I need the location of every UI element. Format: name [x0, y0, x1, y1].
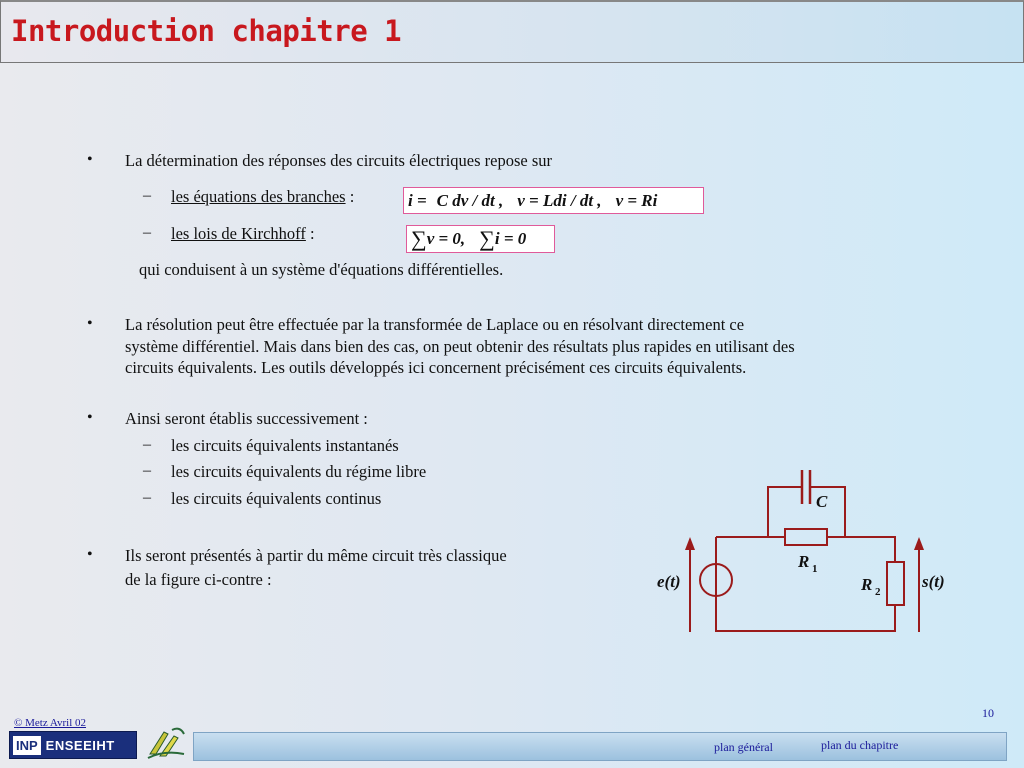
colon-text: : — [345, 187, 355, 206]
kirchhoff-laws-link[interactable]: les lois de Kirchhoff — [171, 224, 306, 243]
dash-marker: – — [143, 489, 151, 506]
nav-chapter-plan-link[interactable]: plan du chapitre — [821, 738, 899, 752]
dash-marker: – — [143, 462, 151, 479]
output-arrowhead — [914, 537, 924, 550]
output-label: s(t) — [922, 572, 945, 591]
enseeiht-logo-text: ENSEEIHT — [45, 737, 115, 753]
bullet-marker: • — [87, 151, 93, 168]
resistor-r2 — [887, 562, 904, 605]
sub-item-kirchhoff — [171, 223, 315, 244]
slide-title: Introduction chapitre 1 — [11, 14, 402, 48]
inp-logo-text: INP — [13, 736, 41, 755]
copyright-link[interactable]: © Metz Avril 02 — [14, 717, 87, 729]
bullet-marker: • — [87, 315, 93, 332]
list-item: les circuits équivalents continus — [171, 489, 382, 508]
sigma-symbol: ∑ — [411, 226, 427, 251]
source-label: e(t) — [657, 572, 681, 591]
bullet1-conclusion: qui conduisent à un système d'équations différentielles. — [139, 260, 504, 279]
resistor-r1 — [785, 529, 827, 545]
r2-subscript: 2 — [875, 586, 881, 598]
r1-label: R — [798, 552, 810, 571]
bullet4-line2: de la figure ci-contre : — [125, 570, 272, 589]
bullet3-text: Ainsi seront établis successivement : — [125, 409, 368, 428]
bullet2-line1: La résolution peut être effectuée par la transformée de Laplace ou en résolvant directement ce — [125, 315, 745, 334]
lab-logo[interactable] — [144, 724, 188, 764]
circuit-diagram — [640, 462, 960, 642]
bullet2-line2: système différentiel. Mais dans bien des cas, on peut obtenir des résultats plus rapides en utilisant des — [125, 337, 795, 356]
top-wire-right — [827, 537, 895, 562]
bullet1-text: La détermination des réponses des circuits électriques repose sur — [125, 151, 553, 170]
input-arrowhead — [685, 537, 695, 550]
eq1-part2: C dv / dt , — [436, 190, 504, 210]
colon-text: : — [305, 224, 315, 243]
eq2-part1: v = 0, — [426, 229, 466, 248]
bottom-wire — [716, 597, 895, 631]
kirchhoff-formula — [406, 225, 555, 253]
bullet2-line3: circuits équivalents. Les outils développés ici concernent précisément ces circuits équivalents. — [125, 358, 747, 377]
eq1-part3: v = Ldi / dt , — [517, 190, 602, 210]
page-number: 10 — [982, 706, 994, 720]
bullet-marker: • — [87, 546, 93, 563]
sub-item-branch-equations — [171, 186, 354, 207]
eq2-part2: i = 0 — [494, 229, 527, 248]
branch-equations-link[interactable]: les équations des branches — [171, 187, 346, 206]
r2-label: R — [861, 575, 873, 594]
dash-marker: – — [143, 224, 151, 241]
bullet-marker: • — [87, 409, 93, 426]
list-item: les circuits équivalents du régime libre — [171, 462, 427, 481]
eq1-part1: i = — [408, 190, 427, 210]
eq1-part4: v = Ri — [615, 190, 658, 210]
capacitor-label: C — [816, 492, 828, 511]
inp-enseeiht-logo[interactable] — [9, 731, 137, 759]
dash-marker: – — [143, 187, 151, 204]
branch-equations-formula — [403, 187, 704, 214]
bullet4-line1: Ils seront présentés à partir du même circuit très classique — [125, 546, 507, 565]
list-item: les circuits équivalents instantanés — [171, 436, 399, 455]
footer-nav-bar — [193, 732, 1007, 761]
r1-subscript: 1 — [812, 563, 818, 575]
nav-general-plan-link[interactable]: plan général — [714, 740, 773, 754]
sigma-symbol: ∑ — [479, 226, 495, 251]
dash-marker: – — [143, 436, 151, 453]
